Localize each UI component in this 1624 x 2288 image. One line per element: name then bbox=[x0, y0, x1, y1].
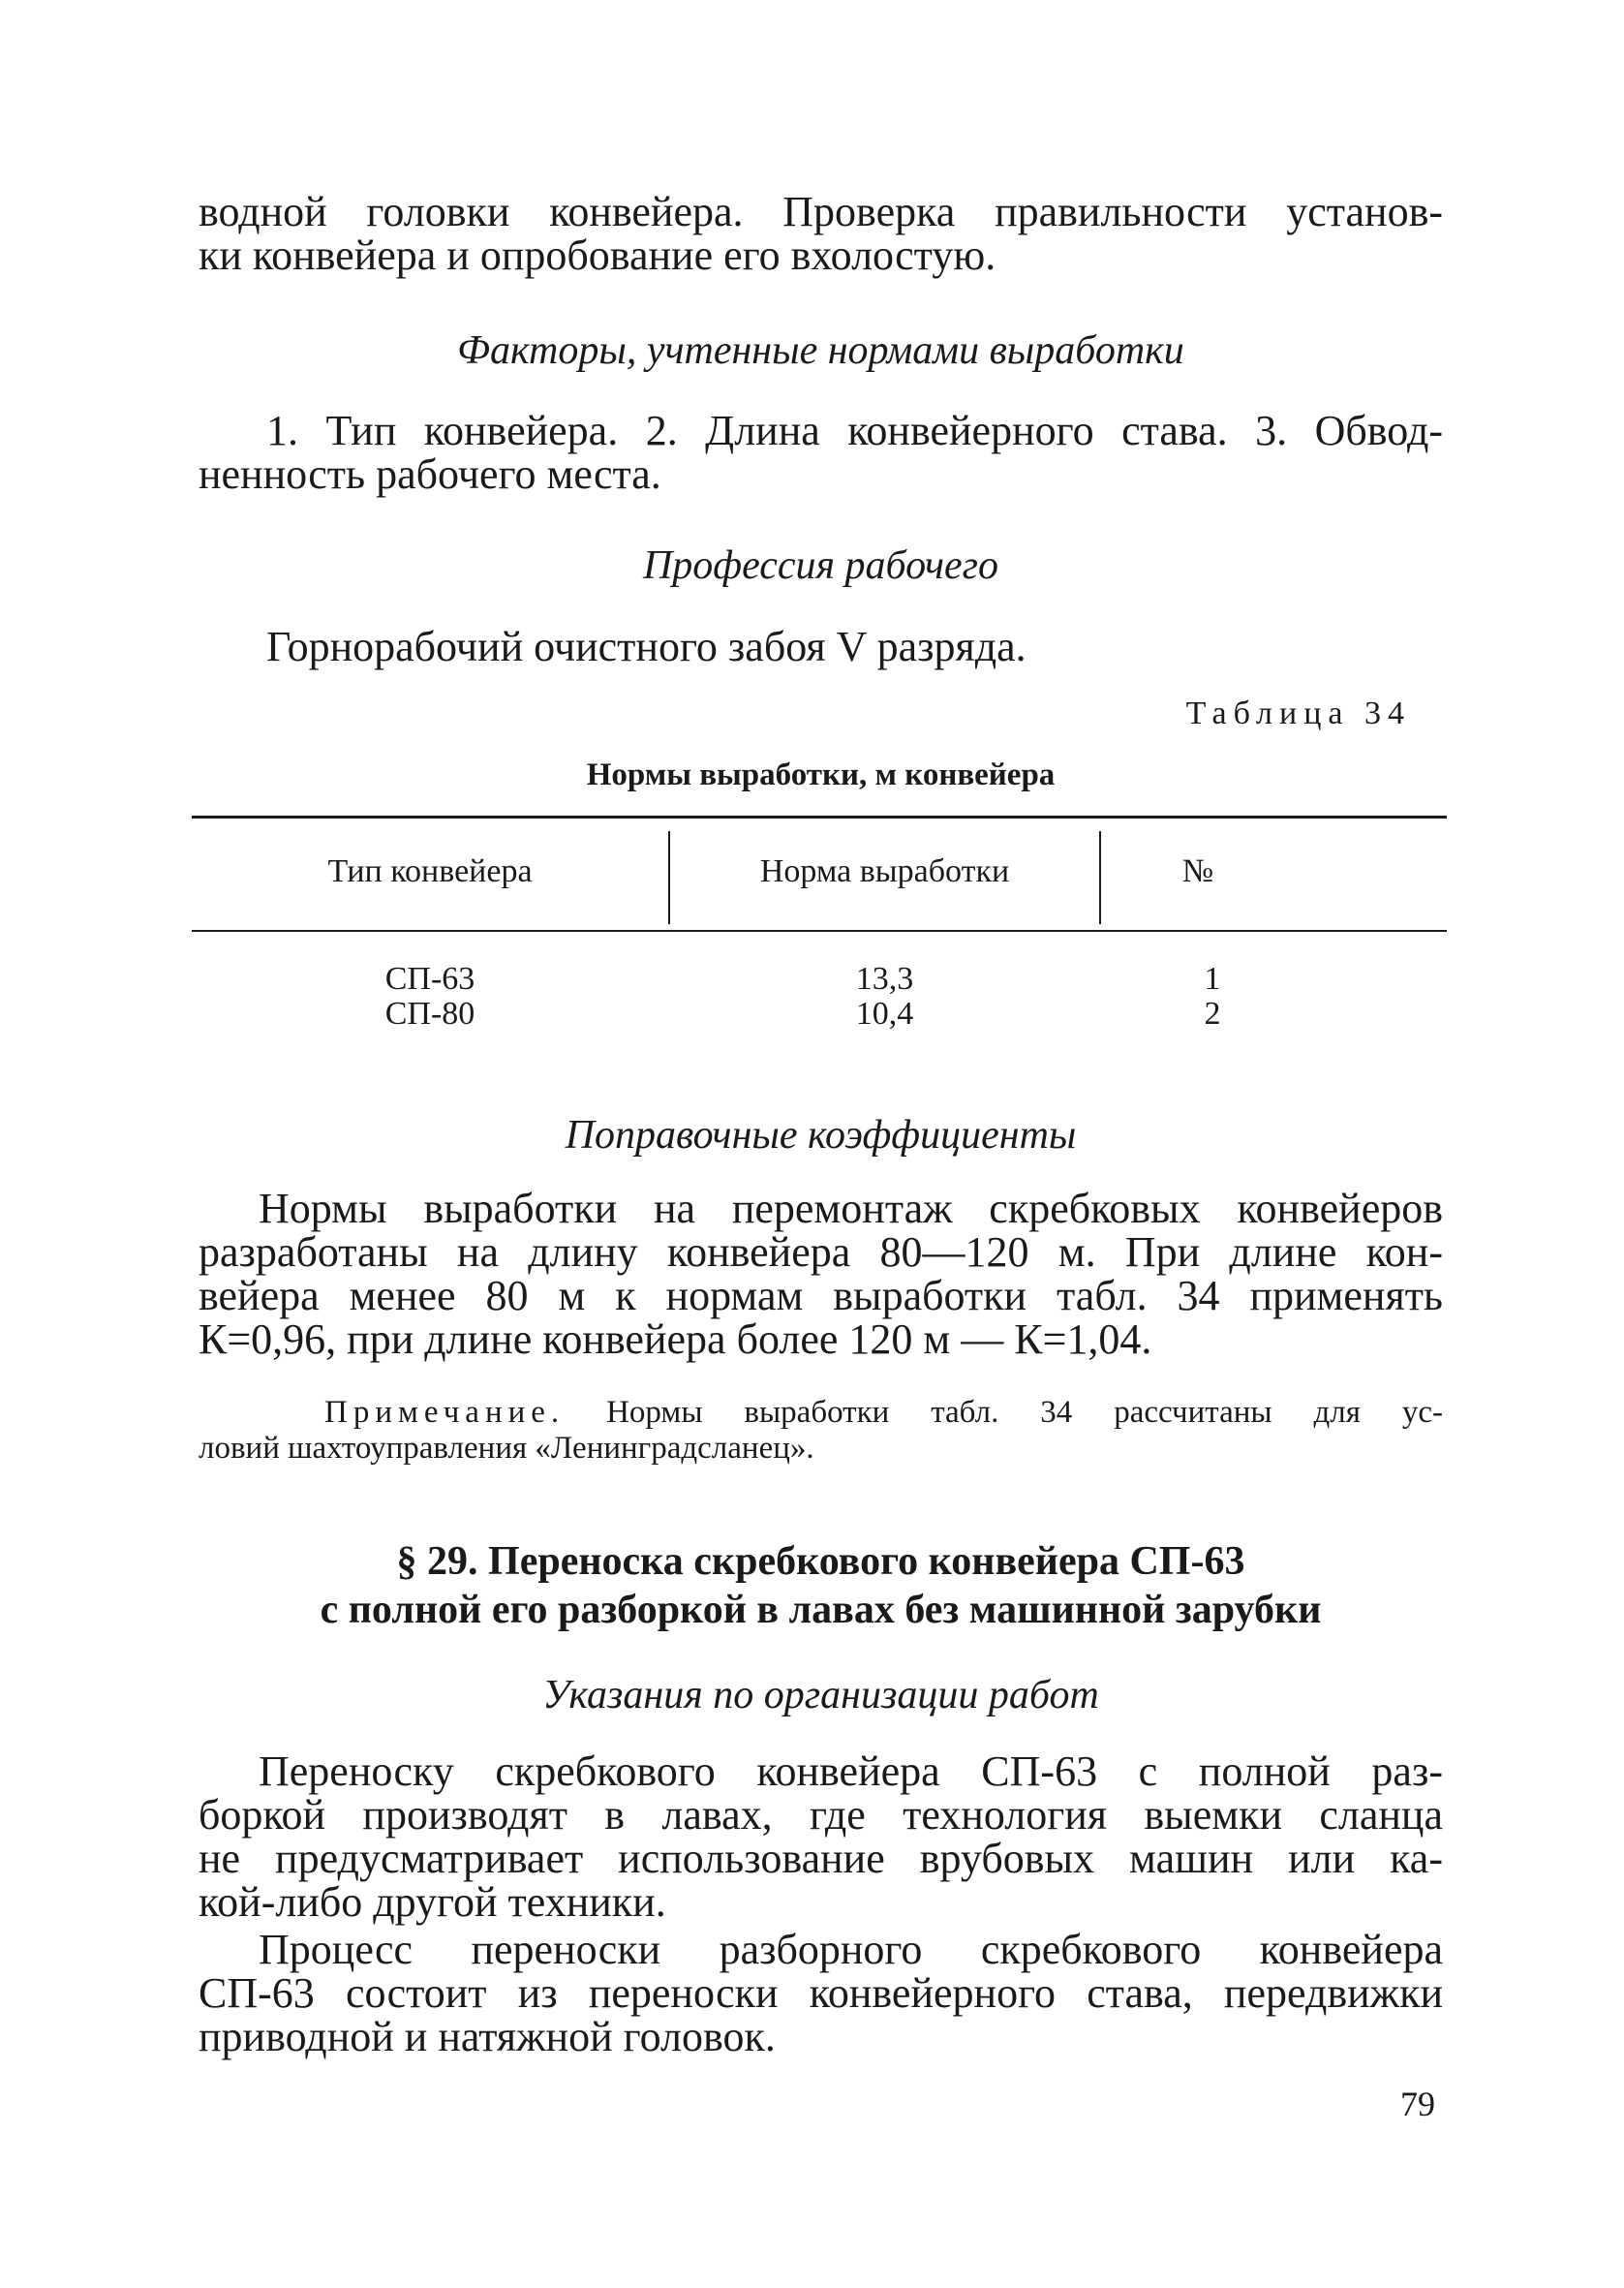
factors-heading: Факторы, учтенные нормами выработки bbox=[457, 328, 1184, 373]
table-cell-norm-1: 13,3 bbox=[855, 961, 914, 997]
section-p1-line-3: не предусматривает использование врубовых машин или ка- bbox=[199, 1835, 1443, 1882]
table-header-number: № bbox=[1181, 853, 1214, 889]
profession-line: Горнорабочий очистного забоя V разряда. bbox=[266, 623, 1026, 670]
table-cell-type-2: СП-80 bbox=[384, 996, 475, 1032]
section-title-line-2: с полной его разборкой в лавах без машинной зарубки bbox=[320, 1588, 1322, 1632]
section-subheading: Указания по организации работ bbox=[542, 1673, 1099, 1717]
table-cell-type-1: СП-63 bbox=[384, 961, 475, 997]
table-cell-norm-2: 10,4 bbox=[855, 996, 914, 1032]
profession-heading: Профессия рабочего bbox=[642, 543, 999, 588]
intro-line-1: водной головки конвейера. Проверка правильности установ- bbox=[199, 188, 1443, 235]
intro-paragraph bbox=[199, 190, 1443, 277]
corrections-line-2: разработаны на длину конвейера 80—120 м. При длине кон- bbox=[199, 1228, 1443, 1276]
intro-line-2: ки конвейера и опробование его вхолостую. bbox=[199, 232, 996, 279]
corrections-line-1: Нормы выработки на перемонтаж скребковых конвейеров bbox=[259, 1185, 1443, 1232]
table-note bbox=[199, 1395, 1443, 1467]
corrections-heading: Поправочные коэффициенты bbox=[565, 1113, 1077, 1158]
factors-line-1: 1. Тип конвейера. 2. Длина конвейерного става. 3. Обвод- bbox=[266, 407, 1443, 454]
table-header-type: Тип конвейера bbox=[327, 853, 533, 889]
section-p1-line-2: боркой производят в лавах, где технология выемки сланца bbox=[199, 1791, 1443, 1839]
section-paragraph-2 bbox=[199, 1928, 1443, 2058]
table-caption: Нормы выработки, м конвейера bbox=[586, 758, 1056, 792]
note-text-2: ловий шахтоуправления «Ленинградсланец». bbox=[199, 1431, 814, 1466]
factors-line-2: ненность рабочего места. bbox=[199, 450, 661, 498]
corrections-line-4: К=0,96, при длине конвейера более 120 м — К=1,04. bbox=[199, 1315, 1152, 1363]
table-cell-number-1: 1 bbox=[1204, 961, 1221, 997]
corrections-paragraph bbox=[199, 1187, 1443, 1361]
section-title-line-1: § 29. Переноска скребкового конвейера СП-63 bbox=[396, 1539, 1245, 1584]
section-p2-line-3: приводной и натяжной головок. bbox=[199, 2013, 776, 2060]
section-paragraph-1 bbox=[199, 1749, 1443, 1924]
table-header-norm: Норма выработки bbox=[759, 853, 1010, 889]
corrections-line-3: вейера менее 80 м к нормам выработки табл. 34 применять bbox=[199, 1272, 1443, 1319]
page-number: 79 bbox=[1400, 2085, 1435, 2123]
note-label: Примечание. bbox=[324, 1395, 566, 1430]
profession-text bbox=[199, 625, 1443, 668]
table-cell-number-2: 2 bbox=[1204, 996, 1221, 1032]
table-label: Таблица 34 bbox=[1185, 696, 1411, 731]
table-top-rule bbox=[192, 816, 1447, 819]
section-p2-line-2: СП-63 состоит из переноски конвейерного става, передвижки bbox=[199, 1969, 1443, 2017]
section-p1-line-1: Переноску скребкового конвейера СП-63 с полной раз- bbox=[259, 1747, 1443, 1795]
table-header-rule bbox=[192, 930, 1447, 932]
section-p1-line-4: кой-либо другой техники. bbox=[199, 1878, 666, 1926]
note-text-1: Нормы выработки табл. 34 рассчитаны для ус- bbox=[565, 1395, 1443, 1430]
factors-paragraph bbox=[199, 409, 1443, 496]
section-p2-line-1: Процесс переноски разборного скребкового конвейера bbox=[259, 1926, 1443, 1973]
